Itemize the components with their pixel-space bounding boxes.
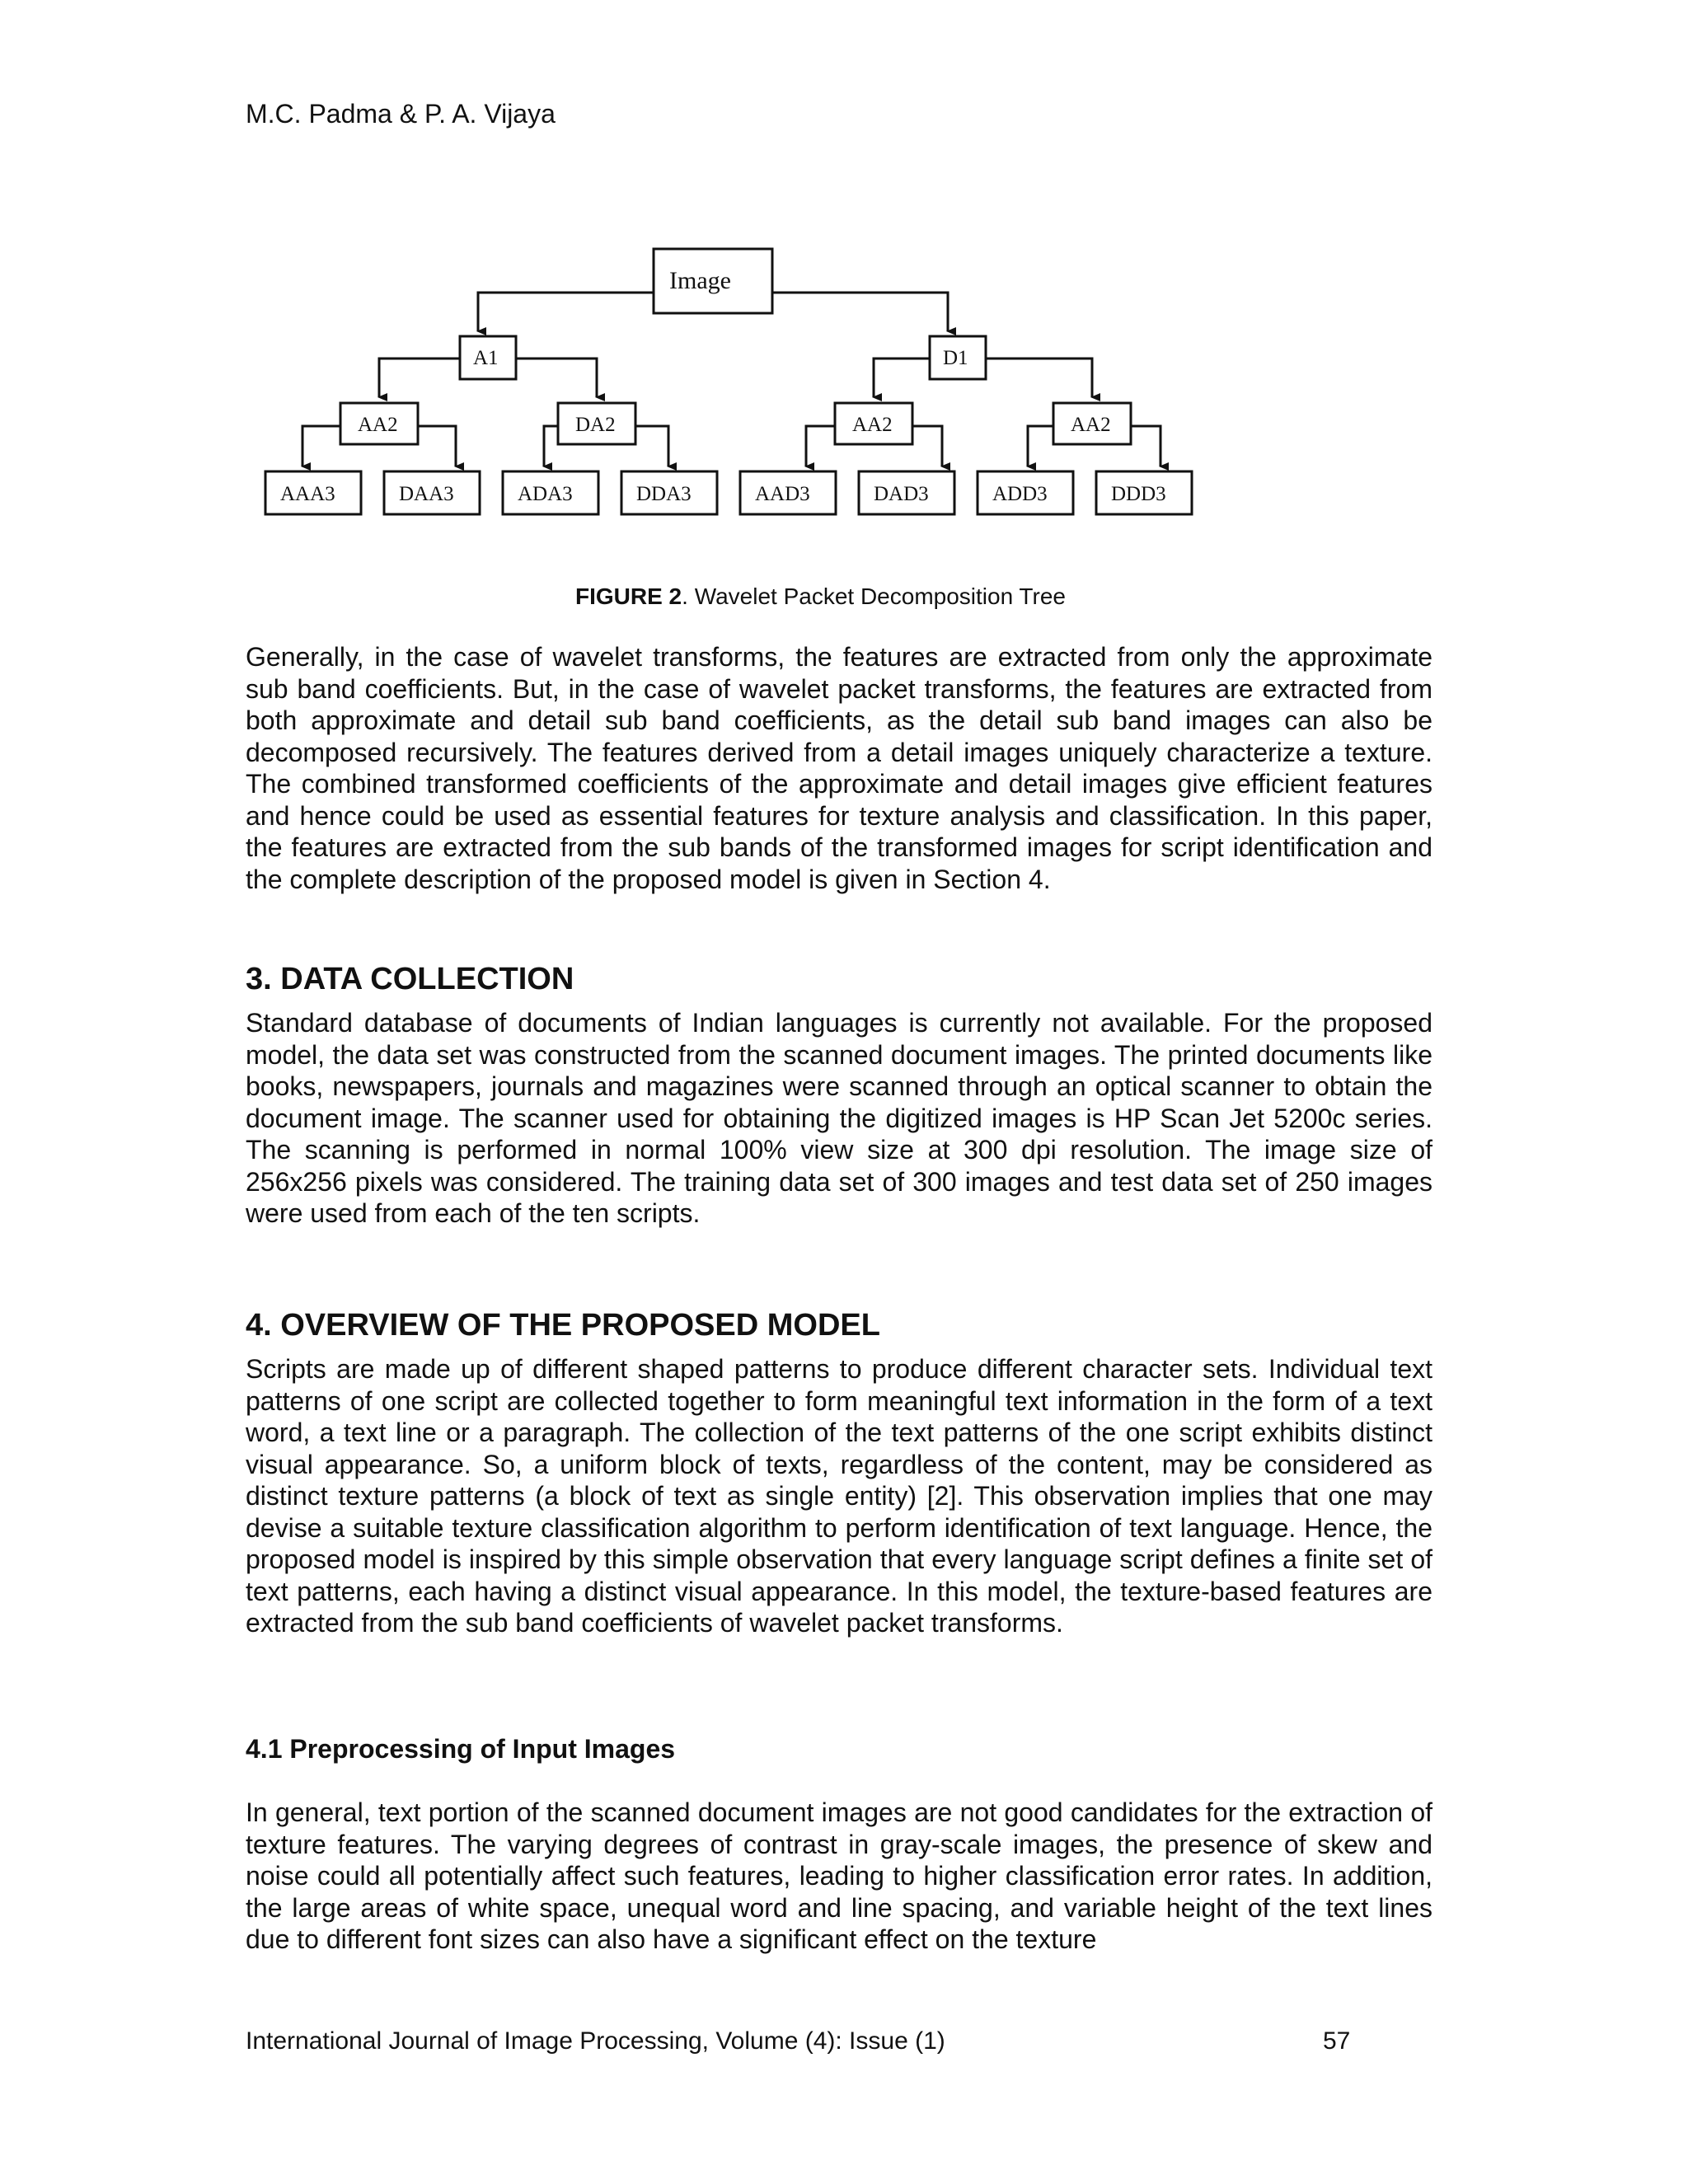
tree-diagram [247, 235, 1220, 540]
footer-journal: International Journal of Image Processing, Volume (4): Issue (1) [246, 2027, 945, 2055]
figure-caption [575, 582, 1066, 612]
tree-node-label: DA2 [575, 414, 616, 436]
tree-edge [1028, 426, 1053, 466]
tree-node-aa2-left [340, 403, 418, 444]
tree-node-daa3 [384, 471, 480, 514]
figure-caption-number: FIGURE 2 [575, 583, 682, 609]
tree-edge [544, 426, 558, 466]
paragraph-data-collection: Standard database of documents of Indian languages is currently not available. For the proposed model, the data set was constructed from the scanned document images. The printed documents like books, newspapers, journals and magazines were scanned through an optical scanner to obtain the document image. The scanner used for obtaining the digitized images is HP Scan Jet 5200c series. The scanning is performed in normal 100% view size at 300 dpi resolution. The image size of 256x256 pixels was considered. The training data set of 300 images and test data set of 250 images were used from each of the ten scripts. [246, 1008, 1432, 1228]
running-head-authors: M.C. Padma & P. A. Vijaya [246, 99, 556, 129]
tree-node-root [654, 249, 772, 313]
tree-edge [302, 426, 340, 466]
tree-edge [478, 293, 654, 331]
tree-node-label: AA2 [1071, 414, 1111, 436]
tree-edge [986, 359, 1092, 397]
tree-edge [516, 359, 597, 397]
tree-node-aa2-right [1053, 403, 1131, 444]
subsection-heading-preprocessing: 4.1 Preprocessing of Input Images [246, 1734, 676, 1764]
tree-node-d1-label: D1 [943, 347, 968, 369]
tree-node-label: ADA3 [518, 483, 573, 505]
tree-edge [1131, 426, 1160, 466]
tree-node-label: DAA3 [399, 483, 454, 505]
tree-node-label: DDA3 [636, 483, 692, 505]
tree-edge [418, 426, 456, 466]
tree-node-label: AA2 [358, 414, 398, 436]
tree-node-label: AA2 [852, 414, 893, 436]
paragraph-preprocessing: In general, text portion of the scanned document images are not good candidates for the extraction of texture features. The varying degrees of contrast in gray-scale images, the presence of skew and noise could all potentially affect such features, leading to higher classification error rates. In addition, the large areas of white space, unequal word and line spacing, and variable height of the text lines due to different font sizes can also have a significant effect on the texture [246, 1797, 1432, 1954]
tree-node-a1 [460, 336, 516, 379]
tree-edge [772, 293, 948, 331]
tree-edge [806, 426, 835, 466]
tree-edge [635, 426, 668, 466]
tree-node-aaa3 [265, 471, 361, 514]
tree-edge [379, 359, 460, 397]
section-heading-data-collection: 3. DATA COLLECTION [246, 962, 574, 996]
tree-node-add3 [978, 471, 1073, 514]
tree-node-d1 [930, 336, 986, 379]
tree-node-root-label: Image [669, 267, 731, 294]
tree-node-a1-label: A1 [473, 347, 499, 369]
tree-node-dda3 [621, 471, 717, 514]
tree-node-ada3 [503, 471, 598, 514]
footer-page-number: 57 [1323, 2027, 1351, 2055]
tree-edge [874, 359, 930, 397]
tree-node-da2 [558, 403, 635, 444]
figure-caption-text: . Wavelet Packet Decomposition Tree [682, 583, 1066, 609]
tree-node-aa2-mid [835, 403, 912, 444]
tree-node-ddd3 [1096, 471, 1192, 514]
figure-wavelet-tree [247, 235, 1220, 540]
tree-edge [912, 426, 942, 466]
tree-node-label: AAD3 [755, 483, 810, 505]
tree-node-dad3 [859, 471, 954, 514]
paragraph-overview: Scripts are made up of different shaped patterns to produce different character sets. Individual text patterns of one script are collected together to form meaningful text information in the form of a text word, a text line or a paragraph. The collection of the text patterns of the one script exhibits distinct visual appearance. So, a uniform block of texts, regardless of the content, may be considered as distinct texture patterns (a block of text as single entity) [2]. This observation implies that one may devise a suitable texture classification algorithm to perform identification of text language. Hence, the proposed model is inspired by this simple observation that every language script defines a finite set of text patterns, each having a distinct visual appearance. In this model, the texture-based features are extracted from the sub band coefficients of wavelet packet transforms. [246, 1354, 1432, 1638]
tree-node-label: DAD3 [874, 483, 929, 505]
section-heading-overview: 4. OVERVIEW OF THE PROPOSED MODEL [246, 1308, 880, 1343]
tree-node-aad3 [740, 471, 836, 514]
tree-node-label: ADD3 [992, 483, 1048, 505]
tree-node-label: DDD3 [1111, 483, 1166, 505]
paragraph-wavelet-features: Generally, in the case of wavelet transforms, the features are extracted from only the approximate sub band coefficients. But, in the case of wavelet packet transforms, the features are extracted from both approximate and detail sub band coefficients, as the detail sub band images can also be decomposed recursively. The features derived from a detail images uniquely characterize a texture. The combined transformed coefficients of the approximate and detail images give efficient features and hence could be used as essential features for texture analysis and classification. In this paper, the features are extracted from the sub bands of the transformed images for script identification and the complete description of the proposed model is given in Section 4. [246, 642, 1432, 894]
tree-node-label: AAA3 [280, 483, 335, 505]
